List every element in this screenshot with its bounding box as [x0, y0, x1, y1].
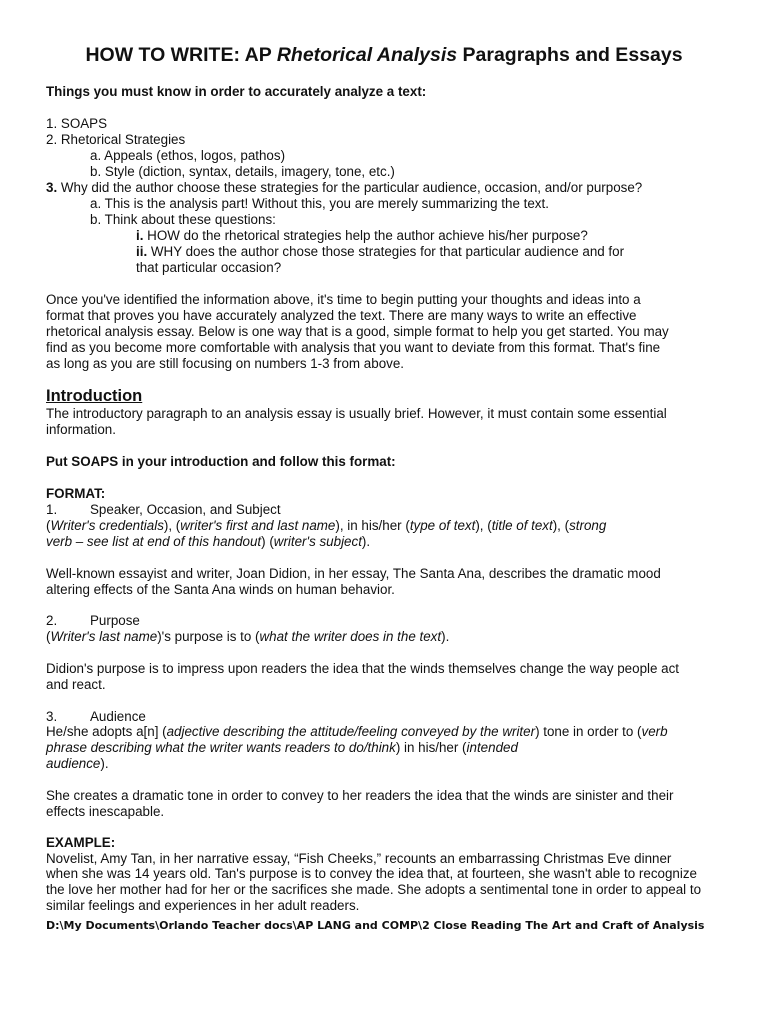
soaps-heading: Put SOAPS in your introduction and follow this format: [46, 454, 396, 469]
intro-paragraph-line: rhetorical analysis essay. Below is one way that is a good, simple format to help you get started. You may [46, 324, 669, 339]
format-item-1: 1. Speaker, Occasion, and Subject [46, 502, 281, 517]
format-3-template-cont: audience). [46, 756, 109, 771]
format-1-example: altering effects of the Santa Ana winds on human behavior. [46, 582, 395, 597]
introduction-text: The introductory paragraph to an analysis essay is usually brief. However, it must contain some essential [46, 406, 667, 421]
list-item-2: 2. Rhetorical Strategies [46, 132, 186, 147]
footer-file-path: D:\My Documents\Orlando Teacher docs\AP LANG and COMP\2 Close Reading The Art and Craft of Analysis [46, 919, 705, 932]
example-text: similar feelings and experiences in her adult readers. [46, 898, 360, 913]
format-1-template-cont: verb – see list at end of this handout) (writer's subject). [46, 534, 371, 549]
format-2-template: (Writer's last name)'s purpose is to (what the writer does in the text). [46, 629, 450, 644]
format-1-template: (Writer's credentials), (writer's first and last name), in his/her (type of text), (title of text), (strong [46, 518, 607, 533]
format-2-example: Didion's purpose is to impress upon readers the idea that the winds themselves change the way people act [46, 661, 680, 676]
format-3-template: He/she adopts a[n] (adjective describing the attitude/feeling conveyed by the writer) tone in order to (verb [46, 724, 668, 739]
know-heading: Things you must know in order to accurately analyze a text: [46, 84, 427, 99]
question-1: i. HOW do the rhetorical strategies help the author achieve his/her purpose? [136, 228, 588, 243]
example-text: the love her mother had for her or the sacrifices she made. She adopts a sentimental tone in order to appeal to [46, 882, 702, 897]
example-text: Novelist, Amy Tan, in her narrative essay, “Fish Cheeks,” recounts an embarrassing Christmas Eve dinner [46, 851, 672, 866]
introduction-text: information. [46, 422, 116, 437]
intro-paragraph-line: as long as you are still focusing on numbers 1-3 from above. [46, 356, 405, 371]
list-item-2a: a. Appeals (ethos, logos, pathos) [90, 148, 286, 163]
question-2: ii. WHY does the author chose those strategies for that particular audience and for [136, 244, 625, 259]
format-1-example: Well-known essayist and writer, Joan Didion, in her essay, The Santa Ana, describes the dramatic mood [46, 566, 661, 581]
format-2-example: and react. [46, 677, 106, 692]
section-heading-introduction: Introduction [46, 387, 143, 405]
format-label: FORMAT: [46, 486, 106, 501]
format-3-example: effects inescapable. [46, 804, 165, 819]
format-3-template-cont: phrase describing what the writer wants readers to do/think) in his/her (intended [46, 740, 518, 755]
intro-paragraph-line: find as you become more comfortable with analysis that you want to deviate from this format. That's fine [46, 340, 661, 355]
intro-paragraph-line: format that proves you have accurately analyzed the text. There are many ways to write an effective [46, 308, 637, 323]
page-title: HOW TO WRITE: AP Rhetorical Analysis Paragraphs and Essays [85, 44, 683, 66]
list-item-3b: b. Think about these questions: [90, 212, 276, 227]
example-heading: EXAMPLE: [46, 835, 116, 850]
format-3-example: She creates a dramatic tone in order to convey to her readers the idea that the winds are sinister and their [46, 788, 674, 803]
list-item-3: 3. Why did the author choose these strategies for the particular audience, occasion, and/or purpose? [46, 180, 643, 195]
list-item-1: 1. SOAPS [46, 116, 108, 131]
list-item-3a: a. This is the analysis part! Without this, you are merely summarizing the text. [90, 196, 549, 211]
example-text: when she was 14 years old. Tan's purpose is to convey the idea that, at fourteen, she wasn't able to recognize [46, 866, 697, 881]
list-item-2b: b. Style (diction, syntax, details, imagery, tone, etc.) [90, 164, 395, 179]
question-2-cont: that particular occasion? [136, 260, 282, 275]
format-item-2: 2. Purpose [46, 613, 140, 628]
format-item-3: 3. Audience [46, 709, 146, 724]
intro-paragraph-line: Once you've identified the information above, it's time to begin putting your thoughts and ideas into a [46, 292, 641, 307]
